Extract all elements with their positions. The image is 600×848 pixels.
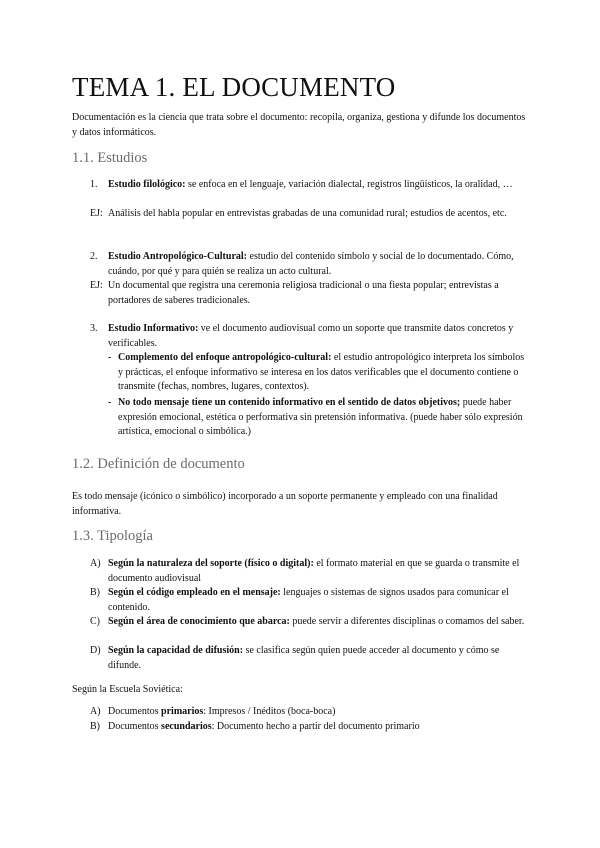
item-text: : Documento hecho a partir del documento primario xyxy=(211,721,420,732)
item-term: Estudio filológico: xyxy=(108,179,186,190)
tipologia-codigo xyxy=(108,586,528,615)
item-text: ve el documento audiovisual como un soporte que transmite datos concretos y verificables. xyxy=(108,323,514,349)
estudio-filologico xyxy=(108,178,528,193)
list-number: 3. xyxy=(90,323,98,334)
item-term: secundarios xyxy=(161,721,212,732)
tipologia-soporte xyxy=(108,557,528,586)
documentos-secundarios xyxy=(108,720,528,735)
list-number: 2. xyxy=(90,251,98,262)
item-text: puede servir a diferentes disciplinas o comamos del saber. xyxy=(289,616,525,627)
list-letter: D) xyxy=(90,645,101,656)
item-text: : Impresos / Inéditos (boca-boca) xyxy=(203,706,336,717)
section-heading-tipologia: 1.3. Tipología xyxy=(72,528,153,544)
item-term: Según el código empleado en el mensaje: xyxy=(108,587,281,598)
list-letter: A) xyxy=(90,558,101,569)
sub-item-text: el estudio antropológico interpreta los símbolos y prácticas, el enfoque informativo se interesa en los datos verificables que el documento contiene o transmite (fechas, nombres, lugares, contextos). xyxy=(118,352,525,392)
definicion-paragraph: Es todo mensaje (icónico o simbólico) incorporado a un soporte permanente y empleado con una finalidad informativa. xyxy=(72,491,498,517)
list-number: 1. xyxy=(90,179,98,190)
example-text: Análisis del habla popular en entrevistas grabadas de una comunidad rural; estudios de acentos, etc. xyxy=(108,208,507,219)
sub-item-complemento xyxy=(118,351,528,395)
page-title: TEMA 1. EL DOCUMENTO xyxy=(72,72,396,102)
example-label: EJ: xyxy=(90,208,103,219)
item-term: Según la capacidad de difusión: xyxy=(108,645,244,656)
list-letter: C) xyxy=(90,616,100,627)
item-text: el formato material en que se guarda o transmite el documento audiovisual xyxy=(108,558,520,584)
sub-item-term: No todo mensaje tiene un contenido informativo en el sentido de datos objetivos; xyxy=(118,397,461,408)
example-text: Un documental que registra una ceremonia religiosa tradicional o una fiesta popular; entrevistas a portadores de saberes tradicionales. xyxy=(108,280,499,306)
section-heading-definicion: 1.2. Definición de documento xyxy=(72,456,245,472)
list-letter: B) xyxy=(90,587,100,598)
documentos-primarios xyxy=(108,705,528,720)
list-letter: A) xyxy=(90,706,101,717)
intro-paragraph: Documentación es la ciencia que trata sobre el documento: recopila, organiza, gestiona y difunde los documentos y datos informáticos. xyxy=(72,112,526,138)
estudio-informativo xyxy=(108,322,528,351)
item-term: primarios xyxy=(161,706,204,717)
escuela-sovietica-label: Según la Escuela Soviética: xyxy=(72,684,183,695)
item-text: estudio del contenido símbolo y social de lo documentado. Cómo, cuándo, por qué y para quién se realiza un acto cultural. xyxy=(108,251,514,277)
item-prefix: Documentos xyxy=(108,706,162,717)
item-term: Según la naturaleza del soporte (físico o digital): xyxy=(108,558,314,569)
item-term: Estudio Antropológico-Cultural: xyxy=(108,251,247,262)
list-letter: B) xyxy=(90,721,100,732)
tipologia-difusion xyxy=(108,644,528,673)
bullet-dash: - xyxy=(108,352,112,363)
item-text: lenguajes o sistemas de signos usados para comunicar el contenido. xyxy=(108,587,509,613)
sub-item-text: puede haber expresión emocional, estética o performativa sin pretensión informativa. (puede haber sólo expresión artística, emocional o simbólica.) xyxy=(118,397,523,437)
sub-item-term: Complemento del enfoque antropológico-cultural: xyxy=(118,352,332,363)
item-prefix: Documentos xyxy=(108,721,162,732)
estudio-antropologico xyxy=(108,250,528,279)
item-text: se enfoca en el lenguaje, variación dialectal, registros lingüísticos, la oralidad, … xyxy=(185,179,513,190)
section-heading-estudios: 1.1. Estudios xyxy=(72,150,148,166)
item-term: Estudio Informativo: xyxy=(108,323,199,334)
example-label: EJ: xyxy=(90,280,103,291)
sub-item-no-todo-mensaje xyxy=(118,396,528,440)
item-text: se clasifica según quien puede acceder al documento y cómo se difunde. xyxy=(108,645,500,671)
tipologia-area xyxy=(108,615,528,630)
bullet-dash: - xyxy=(108,397,112,408)
item-term: Según el área de conocimiento que abarca: xyxy=(108,616,290,627)
